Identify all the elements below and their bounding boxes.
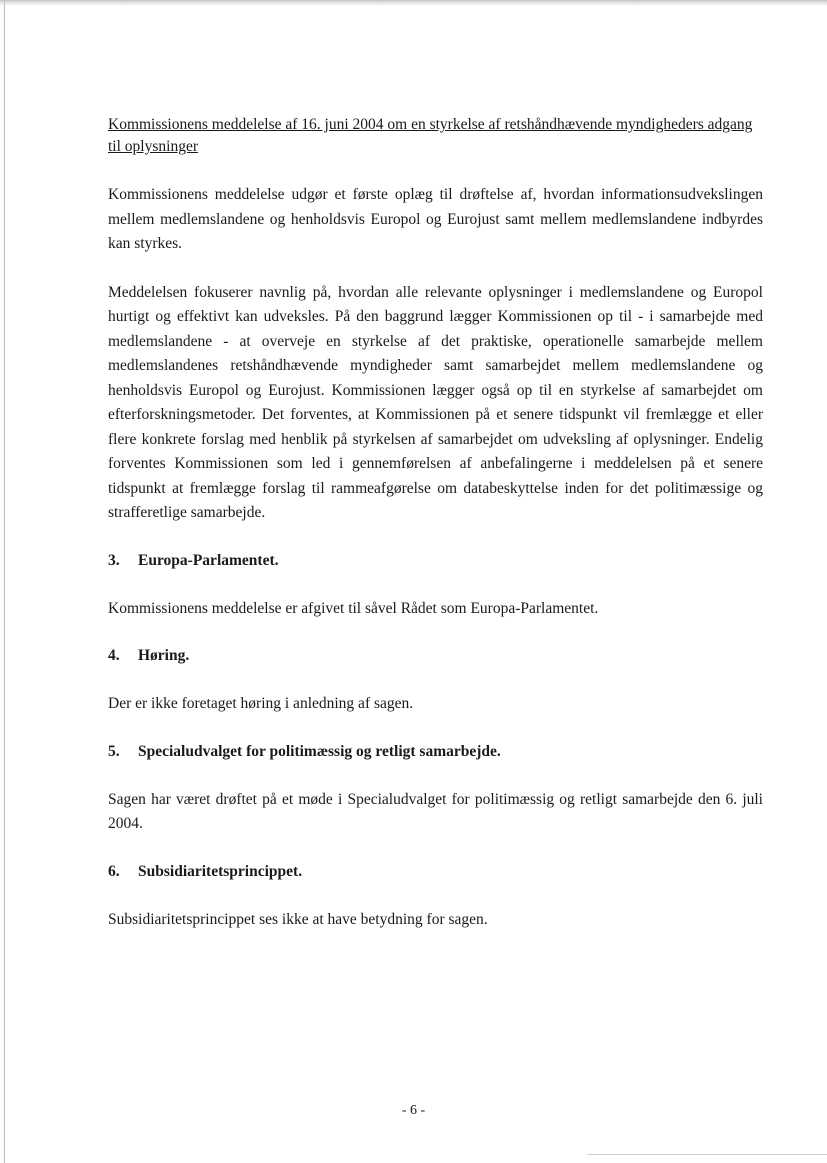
page-number: - 6 - bbox=[401, 1103, 426, 1118]
scan-edge-bottom bbox=[587, 1154, 827, 1155]
section-text-3: Kommissionens meddelelse er afgivet til såvel Rådet som Europa-Parlamentet. bbox=[108, 599, 599, 617]
document-body bbox=[108, 114, 763, 956]
document-title: Kommissionens meddelelse af 16. juni 2004 om en styrkelse af retshåndhævende myndigheders adgang til oplysninger bbox=[108, 116, 753, 155]
intro-paragraph-1: Kommissionens meddelelse udgør et første oplæg til drøftelse af, hvordan informationsudvekslingen mellem medlemslandene og henholdsvis Europol og Eurojust samt mellem medlemslandene indbyrdes kan styrkes. bbox=[108, 186, 763, 252]
section-text-4: Der er ikke foretaget høring i anledning af sagen. bbox=[108, 695, 414, 712]
section-title: Specialudvalget for politimæssig og retligt samarbejde. bbox=[138, 742, 501, 760]
section-number: 4. bbox=[108, 647, 120, 664]
section-title: Europa-Parlamentet. bbox=[138, 551, 279, 569]
section-number: 6. bbox=[108, 862, 120, 880]
section-number: 3. bbox=[108, 551, 120, 569]
section-heading-3 bbox=[108, 550, 763, 572]
section-text-6: Subsidiaritetsprincippet ses ikke at have betydning for sagen. bbox=[108, 910, 488, 928]
section-heading-4 bbox=[108, 645, 763, 667]
scan-edge-left bbox=[4, 0, 5, 1163]
section-title: Høring. bbox=[138, 647, 190, 664]
section-number: 5. bbox=[108, 742, 120, 760]
section-text-5: Sagen har været drøftet på et møde i Specialudvalget for politimæssig og retligt samarbejde den 6. juli 2004. bbox=[108, 790, 763, 832]
scan-edge-top bbox=[0, 0, 827, 8]
section-heading-5 bbox=[108, 741, 763, 763]
section-heading-6 bbox=[108, 861, 763, 883]
section-title: Subsidiaritetsprincippet. bbox=[138, 862, 303, 880]
intro-paragraph-2: Meddelelsen fokuserer navnlig på, hvordan alle relevante oplysninger i medlemslandene og Europol hurtigt og effektivt kan udveksles. På den baggrund lægger Kommissionen op til - i samarbejde med medlemslandene - at overveje en styrkelse af det praktiske, operationelle samarbejde mellem medlemslandenes retshåndhævende myndigheder samt samarbejdet mellem medlemslandene og henholdsvis Europol og Eurojust. Kommissionen lægger også op til en styrkelse af samarbejdet om efterforskningsmetoder. Det forventes, at Kommissionen på et senere tidspunkt vil fremlægge et eller flere konkrete forslag med henblik på styrkelsen af samarbejdet om udveksling af oplysninger. Endelig forventes Kommissionen som led i gennemførelsen af anbefalingerne i meddelelsen på et senere tidspunkt at fremlægge forslag til rammeafgørelse om databeskyttelse inden for det politimæssige og strafferetlige samarbejde. bbox=[108, 283, 763, 521]
